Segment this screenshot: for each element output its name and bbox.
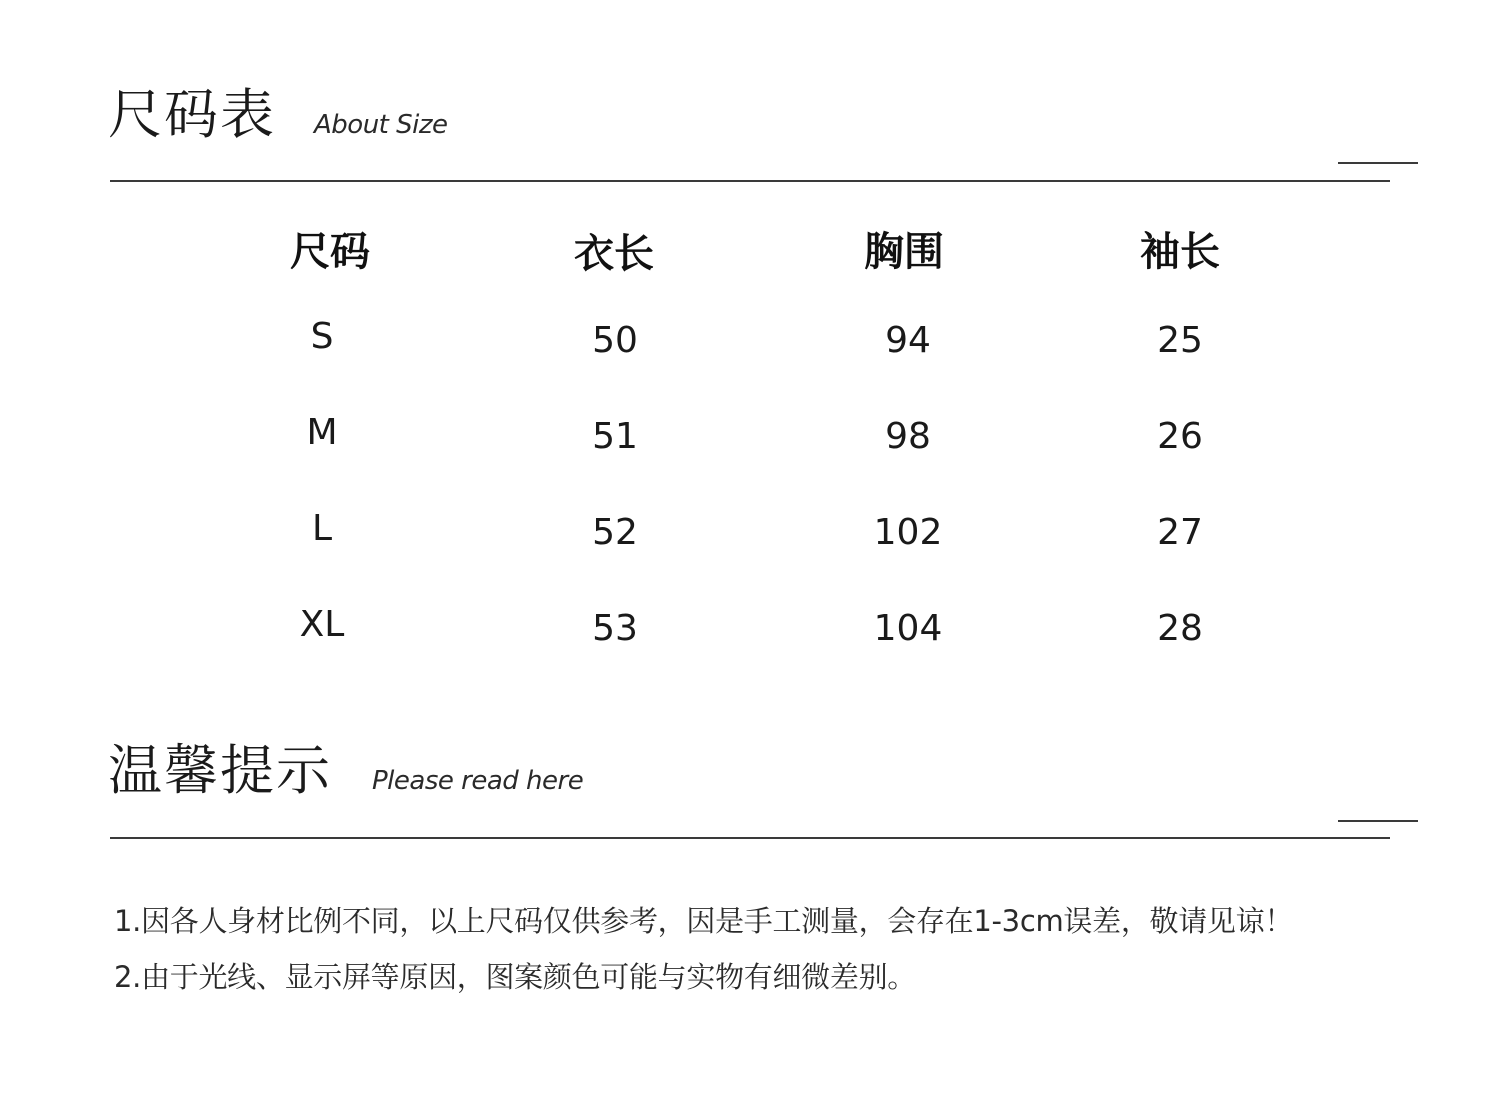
table-header-length: 衣长 — [574, 231, 654, 277]
tips-note: 2.由于光线、显示屏等原因，图案颜色可能与实物有细微差别。 — [114, 960, 916, 994]
table-cell-sleeve: 28 — [1157, 608, 1203, 649]
table-cell-size: XL — [299, 604, 345, 645]
tips-title — [108, 728, 583, 805]
table-cell-size: S — [310, 316, 334, 357]
table-cell-size: L — [311, 508, 333, 549]
tips-title-cn: 温馨提示 — [108, 739, 332, 802]
table-cell-chest: 94 — [885, 320, 931, 361]
table-cell-length: 51 — [592, 416, 638, 457]
size-chart-title-cn: 尺码表 — [108, 83, 276, 146]
table-cell-length: 50 — [592, 320, 638, 361]
tips-divider — [110, 837, 1390, 839]
tips-title-en: Please read here — [372, 766, 584, 796]
tips-note: 1.因各人身材比例不同，以上尺码仅供参考，因是手工测量，会存在1-3cm误差，敬请见谅！ — [114, 904, 1294, 938]
table-cell-chest: 102 — [873, 512, 943, 553]
table-cell-sleeve: 25 — [1157, 320, 1203, 361]
table-cell-chest: 98 — [885, 416, 931, 457]
table-cell-length: 52 — [592, 512, 638, 553]
size-chart-title-en: About Size — [314, 110, 448, 140]
tips-notes — [114, 893, 1484, 1005]
table-cell-size: M — [306, 412, 338, 453]
table-cell-chest: 104 — [873, 608, 943, 649]
table-header-sleeve: 袖长 — [1140, 229, 1220, 275]
table-header-size: 尺码 — [290, 229, 370, 275]
table-cell-sleeve: 26 — [1157, 416, 1203, 457]
tips-accent-divider — [1338, 820, 1418, 822]
table-header-chest: 胸围 — [864, 229, 944, 275]
table-cell-length: 53 — [592, 608, 638, 649]
table-cell-sleeve: 27 — [1157, 512, 1203, 553]
